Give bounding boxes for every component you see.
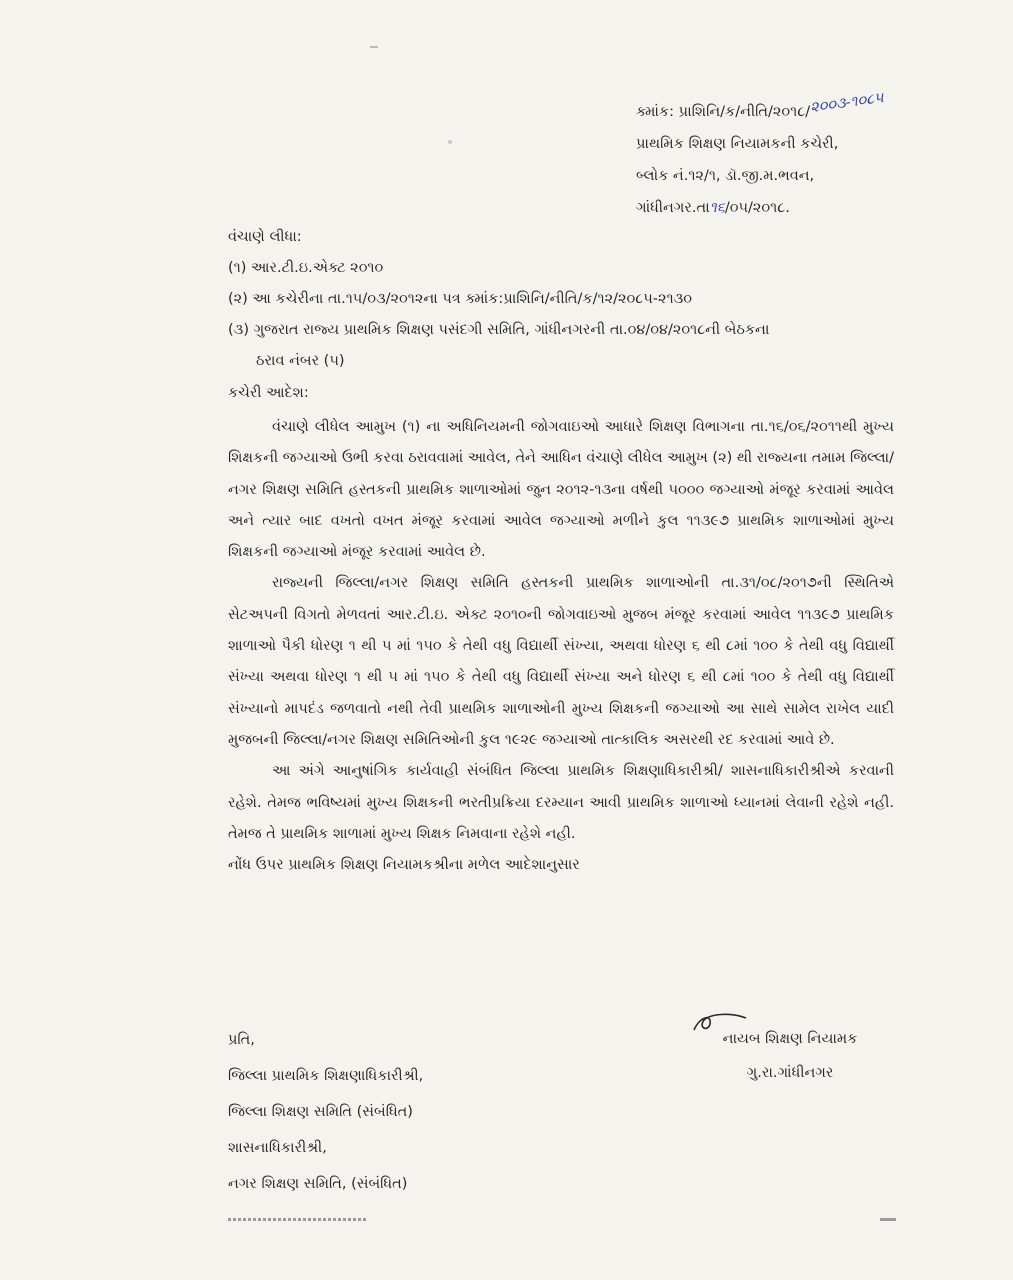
office-name: પ્રાથમિક શિક્ષણ નિયામકની કચેરી, bbox=[636, 136, 839, 152]
reference-item-continued: ઠરાવ નંબર (૫) bbox=[256, 353, 345, 369]
order-heading-wrap bbox=[228, 378, 898, 409]
handwritten-ref-number: ૨૦૦૩-૧૦૮૫ bbox=[809, 89, 885, 117]
references-heading: વંચાણે લીધા: bbox=[228, 229, 302, 245]
recipient-item: જિલ્લા શિક્ષણ સમિતિ (સંબંધિત) bbox=[228, 1104, 413, 1120]
signature-block bbox=[690, 1022, 890, 1090]
scan-speck bbox=[370, 46, 378, 48]
handwritten-date-day: ૧૬ bbox=[709, 200, 725, 216]
letter-date: ગાંધીનગર.તા૧૬/૦૫/૨૦૧૮. bbox=[636, 200, 790, 216]
references-section bbox=[228, 222, 898, 377]
order-paragraph-2: રાજ્યની જિલ્લા/નગર શિક્ષણ સમિતિ હસ્તકની પ્રાથમિક શાળાઓની તા.૩૧/૦૮/૨૦૧૭ની સ્થિતિએ સેટઅપની વિગતો મેળવતાં આર.ટી.ઇ. એક્ટ ૨૦૧૦ની જોગવાઇઓ મુજબ મંજૂર કરવામાં આવેલ ૧૧૩૯૭ પ્રાથમિક શાળાઓ પૈકી ધોરણ ૧ થી ૫ માં ૧૫૦ કે તેથી વધુ વિદ્યાર્થી સંખ્યા, અથવા ધોરણ ૬ થી ૮માં ૧૦૦ કે તેથી વધુ વિદ્યાર્થી સંખ્યા અથવા ધોરણ ૧ થી ૫ માં ૧૫૦ કે તેથી વધુ વિદ્યાર્થી સંખ્યા અને ધોરણ ૬ થી ૮માં ૧૦૦ કે તેથી વધુ વિદ્યાર્થી સંખ્યાનો માપદંડ જળવાતો નથી તેવી પ્રાથમિક શાળાઓની મુખ્ય શિક્ષકની જગ્યાઓ આ સાથે સામેલ રાખેલ યાદી મુજબની જિલ્લા/નગર શિક્ષણ સમિતિઓની કુલ ૧૯૨૯ જગ્યાઓ તાત્કાલિક અસરથી રદ કરવામાં આવે છે. bbox=[228, 575, 894, 748]
reference-number: ક્માંક: પ્રાશિનિ/ક/નીતિ/૨૦૧૮/૨૦૦૩-૧૦૮૫ bbox=[636, 96, 976, 128]
footer-page-mark bbox=[880, 1218, 896, 1221]
reference-item: (૧) આર.ટી.ઇ.એક્ટ ૨૦૧૦ bbox=[228, 260, 384, 276]
recipient-item: નગર શિક્ષણ સમિતિ, (સંબંધિત) bbox=[228, 1176, 408, 1192]
letter-header bbox=[636, 89, 976, 224]
reference-item: (૨) આ કચેરીના તા.૧૫/૦૩/૨૦૧૨ના પત્ર ક્માંક:પ્રાશિનિ/નીતિ/ક/૧૨/૨૦૮૫-૨૧૩૦ bbox=[228, 291, 693, 307]
signatory-title: નાયબ શિક્ષણ નિયામક bbox=[722, 1031, 858, 1047]
recipient-item: જિલ્લા પ્રાથમિક શિક્ષણાધિકારીશ્રી, bbox=[228, 1068, 424, 1084]
reference-item: (૩) ગુજરાત રાજ્ય પ્રાથમિક શિક્ષણ પસંદગી સમિતિ, ગાંધીનગરની તા.૦૪/૦૪/૨૦૧૮ની બેઠકના bbox=[228, 322, 770, 338]
scan-speck bbox=[448, 140, 452, 144]
order-note: નોંધ ઉપર પ્રાથમિક શિક્ષણ નિયામકશ્રીના મળેલ આદેશાનુસાર bbox=[228, 857, 580, 874]
recipients-label: પ્રતિ, bbox=[228, 1032, 255, 1048]
recipients-block bbox=[228, 1022, 628, 1202]
footer-scan-mark bbox=[228, 1218, 368, 1221]
order-body bbox=[228, 412, 894, 881]
recipient-item: શાસનાધિકારીશ્રી, bbox=[228, 1140, 327, 1156]
office-address: બ્લોક નં.૧૨/૧, ડૉ.જી.મ.ભવન, bbox=[636, 168, 815, 184]
order-paragraph-1: વંચાણે લીધેલ આમુખ (૧) ના અધિનિયમની જોગવાઇઓ આધારે શિક્ષણ વિભાગના તા.૧૬/૦૬/૨૦૧૧થી મુખ્ય શિક્ષકની જગ્યાઓ ઉભી કરવા ઠરાવવામાં આવેલ, તેને આધિન વંચાણે લીધેલ આમુખ (૨) થી રાજ્યના તમામ જિલ્લા/નગર શિક્ષણ સમિતિ હસ્તકની પ્રાથમિક શાળાઓમાં જુન ૨૦૧૨-૧૩ના વર્ષથી ૫૦૦૦ જગ્યાઓ મંજૂર કરવામાં આવેલ અને ત્યાર બાદ વખતો વખત મંજૂર કરવામાં આવેલ જગ્યાઓ મળીને કુલ ૧૧૩૯૭ પ્રાથમિક શાળાઓમાં મુખ્ય શિક્ષકની જગ્યાઓ મંજૂર કરવામાં આવેલ છે. bbox=[228, 419, 894, 561]
order-heading: કચેરી આદેશ: bbox=[228, 385, 309, 401]
signatory-place: ગુ.રા.ગાંધીનગર bbox=[746, 1065, 834, 1081]
order-paragraph-3: આ અંગે આનુષાંગિક કાર્યવાહી સંબંધિત જિલ્લા પ્રાથમિક શિક્ષણાધિકારીશ્રી/ શાસનાધિકારીશ્રીએ કરવાની રહેશે. તેમજ ભવિષ્યમાં મુખ્ય શિક્ષકની ભરતીપ્રક્રિયા દરમ્યાન આવી પ્રાથમિક શાળાઓ ધ્યાનમાં લેવાની રહેશે નહી. તેમજ તે પ્રાથમિક શાળામાં મુખ્ય શિક્ષક નિમવાના રહેશે નહી. bbox=[228, 763, 894, 842]
